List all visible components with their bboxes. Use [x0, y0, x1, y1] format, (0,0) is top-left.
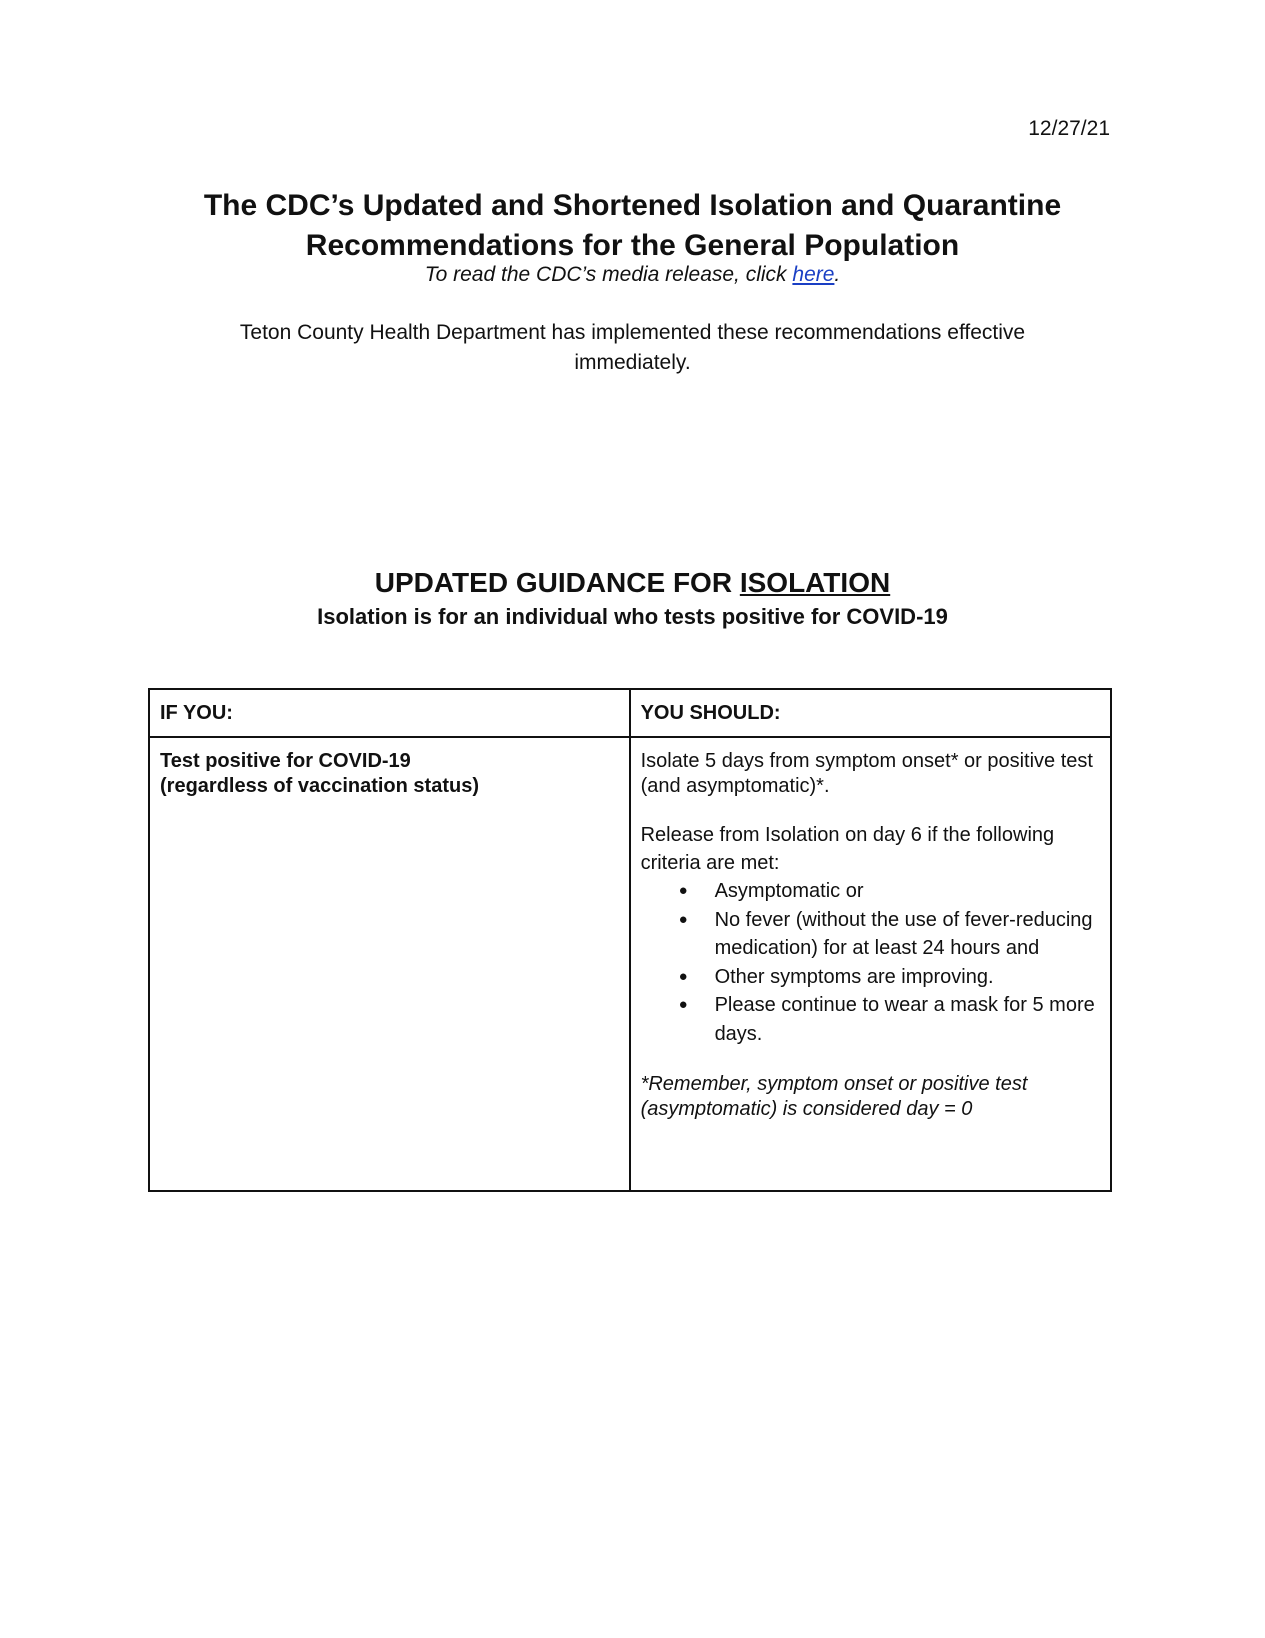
- document-date: 12/27/21: [1028, 117, 1110, 140]
- title-line-2: Recommendations for the General Population: [305, 229, 960, 262]
- day-zero-footnote: *Remember, symptom onset or positive test (asymptomatic) is considered day = 0: [640, 1073, 1028, 1120]
- release-criteria-list: [641, 877, 1100, 1048]
- header-you-should: YOU SHOULD:: [630, 689, 1111, 737]
- section-heading-prefix: UPDATED GUIDANCE FOR: [374, 567, 740, 598]
- page-title: [0, 186, 1265, 266]
- condition-line-1: Test positive for COVID-19: [160, 750, 411, 772]
- section-heading-keyword: ISOLATION: [739, 567, 891, 598]
- release-criteria-intro: Release from Isolation on day 6 if the following criteria are met:: [640, 824, 1055, 874]
- header-if-you: IF YOU:: [149, 689, 630, 737]
- list-item: ● Asymptomatic or: [715, 877, 1100, 906]
- list-item: ● Please continue to wear a mask for 5 more days.: [715, 991, 1100, 1048]
- implementation-notice: Teton County Health Department has implemented these recommendations effective immediately.: [239, 321, 1026, 374]
- condition-line-2: (regardless of vaccination status): [160, 775, 479, 797]
- condition-cell: [149, 737, 630, 1191]
- condition-text: [160, 749, 619, 799]
- isolation-guidance-table: [148, 688, 1112, 1192]
- list-item: ● Other symptoms are improving.: [715, 963, 1100, 992]
- title-line-1: The CDC’s Updated and Shortened Isolation and Quarantine: [203, 189, 1062, 222]
- table-row: [149, 737, 1111, 1191]
- list-item: ● No fever (without the use of fever-reducing medication) for at least 24 hours and: [715, 906, 1100, 963]
- table-header-row: [149, 689, 1111, 737]
- action-cell: [630, 737, 1111, 1191]
- media-release-link[interactable]: here: [792, 263, 835, 286]
- media-note-suffix: .: [834, 263, 841, 286]
- media-release-note: [0, 262, 1265, 288]
- section-heading: [0, 566, 1265, 600]
- section-subheading: Isolation is for an individual who tests positive for COVID-19: [317, 604, 948, 629]
- isolate-instruction: Isolate 5 days from symptom onset* or positive test (and asymptomatic)*.: [640, 750, 1093, 797]
- media-note-prefix: To read the CDC’s media release, click: [424, 263, 793, 286]
